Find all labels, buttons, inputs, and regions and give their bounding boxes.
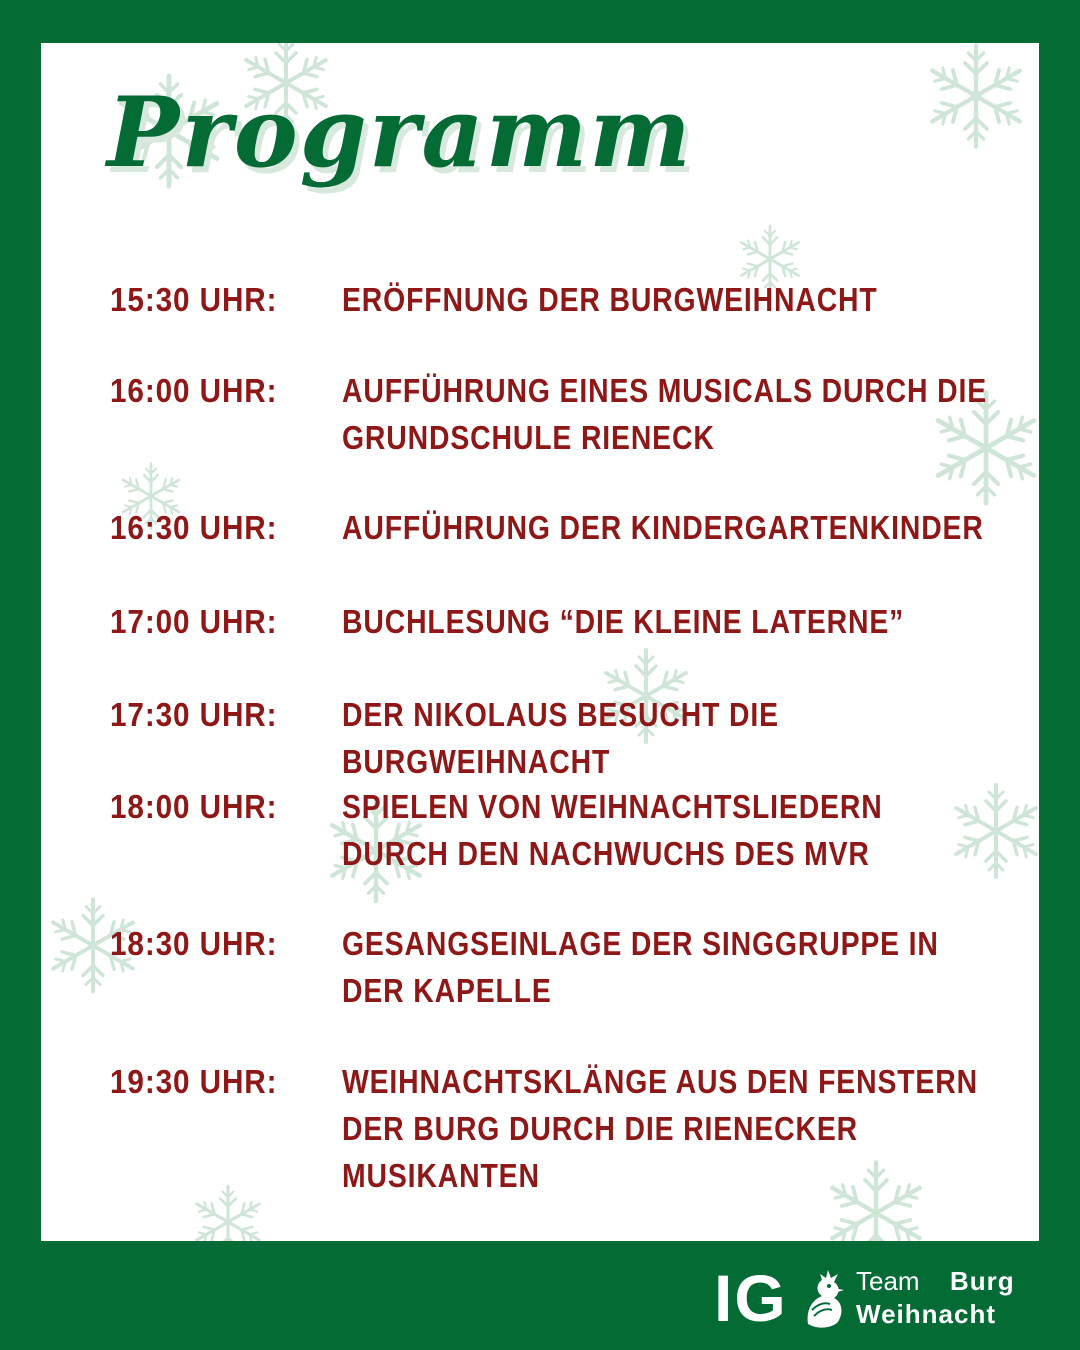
schedule-event: BUCHLESUNG “DIE KLEINE LATERNE” xyxy=(342,603,905,640)
schedule-time: 15:30 UHR: xyxy=(110,281,278,318)
schedule-time: 17:00 UHR: xyxy=(110,603,278,640)
schedule-time: 18:30 UHR: xyxy=(110,925,278,962)
schedule-event: WEIHNACHTSKLÄNGE AUS DEN FENSTERN DER BURG DURCH DIE RIENECKER MUSIKANTEN xyxy=(342,1063,978,1194)
page-title: Programm xyxy=(107,76,693,189)
schedule-event: GESANGSEINLAGE DER SINGGRUPPE IN DER KAPELLE xyxy=(342,925,939,1009)
program-card xyxy=(41,43,1039,1241)
organizer-logo xyxy=(700,1258,1040,1340)
schedule-event: ERÖFFNUNG DER BURGWEIHNACHT xyxy=(342,281,878,318)
logo-team-text: Team xyxy=(856,1266,920,1296)
logo-ig-text: IG xyxy=(714,1261,788,1335)
schedule-event: AUFFÜHRUNG DER KINDERGARTENKINDER xyxy=(342,509,984,546)
schedule-list xyxy=(41,43,1039,1241)
schedule-event: AUFFÜHRUNG EINES MUSICALS DURCH DIE GRUNDSCHULE RIENECK xyxy=(342,372,988,456)
schedule-time: 19:30 UHR: xyxy=(110,1063,278,1100)
schedule-time: 16:00 UHR: xyxy=(110,372,278,409)
schedule-event: DER NIKOLAUS BESUCHT DIE BURGWEIHNACHT xyxy=(342,696,779,780)
logo-weihnacht-text: Weihnacht xyxy=(856,1299,996,1329)
schedule-time: 17:30 UHR: xyxy=(110,696,278,733)
rooster-icon xyxy=(798,1266,848,1332)
logo-burg-text: Burg xyxy=(950,1266,1015,1296)
schedule-time: 18:00 UHR: xyxy=(110,788,278,825)
schedule-time: 16:30 UHR: xyxy=(110,509,278,546)
schedule-event: SPIELEN VON WEIHNACHTSLIEDERN DURCH DEN NACHWUCHS DES MVR xyxy=(342,788,883,872)
